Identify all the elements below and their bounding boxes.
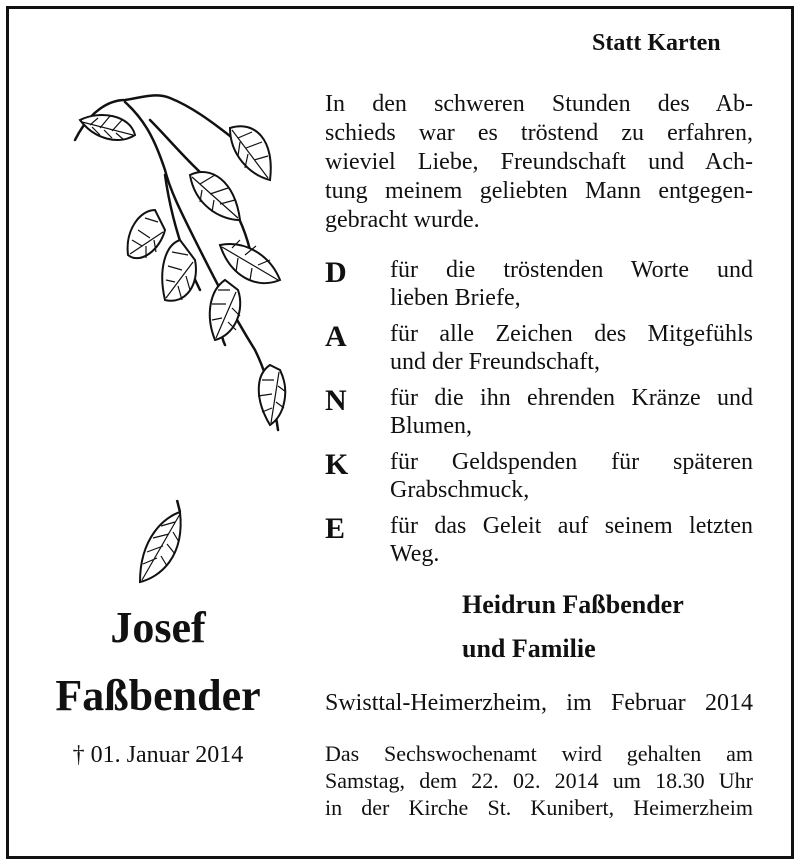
danke-item-d <box>390 256 753 312</box>
death-date: † 01. Januar 2014 <box>72 742 244 768</box>
intro-line: tung meinem geliebten Mann entgegen- <box>325 178 753 204</box>
notice-line: Das Sechswochenamt wird gehalten am <box>325 741 753 766</box>
danke-line: für das Geleit auf seinem letzten <box>390 513 753 539</box>
danke-line: Blumen, <box>390 413 472 439</box>
deceased-last-name: Faßbender <box>55 671 261 720</box>
deceased-first-name: Josef <box>110 603 206 652</box>
intro-line: In den schweren Stunden des Ab- <box>325 91 753 117</box>
danke-item-n <box>390 384 753 440</box>
danke-line: für die ihn ehrenden Kränze und <box>390 385 753 411</box>
intro-line: wieviel Liebe, Freundschaft und Ach- <box>325 149 753 175</box>
danke-letter-k: K <box>325 448 349 481</box>
danke-letter-a: A <box>325 320 347 353</box>
notice-line: Samstag, dem 22. 02. 2014 um 18.30 Uhr <box>325 768 753 793</box>
danke-letter-e: E <box>325 512 346 545</box>
danke-line: Weg. <box>390 541 440 567</box>
danke-line: lieben Briefe, <box>390 285 521 311</box>
danke-line: für alle Zeichen des Mitgefühls <box>390 321 753 347</box>
signature-name: Heidrun Faßbender <box>462 590 684 619</box>
memorial-notice <box>325 740 753 821</box>
danke-letter-d: D <box>325 256 347 289</box>
danke-item-e <box>390 512 753 568</box>
intro-line: gebracht wurde. <box>325 207 480 233</box>
danke-line: Grabschmuck, <box>390 477 530 503</box>
notice-line: in der Kirche St. Kunibert, Heimerzheim <box>325 795 753 820</box>
intro-paragraph <box>325 90 753 235</box>
signature-family: und Familie <box>462 634 596 663</box>
birch-branch-icon <box>70 80 310 440</box>
statt-karten-heading: Statt Karten <box>592 30 721 56</box>
danke-line: und der Freundschaft, <box>390 349 600 375</box>
danke-line: für Geldspenden für späteren <box>390 449 753 475</box>
single-leaf-icon <box>125 492 195 592</box>
intro-line: schieds war es tröstend zu erfahren, <box>325 120 753 146</box>
danke-letter-n: N <box>325 384 347 417</box>
danke-item-k <box>390 448 753 504</box>
place-date: Swisttal-Heimerzheim, im Februar 2014 <box>325 690 753 716</box>
danke-line: für die tröstenden Worte und <box>390 257 753 283</box>
danke-item-a <box>390 320 753 376</box>
